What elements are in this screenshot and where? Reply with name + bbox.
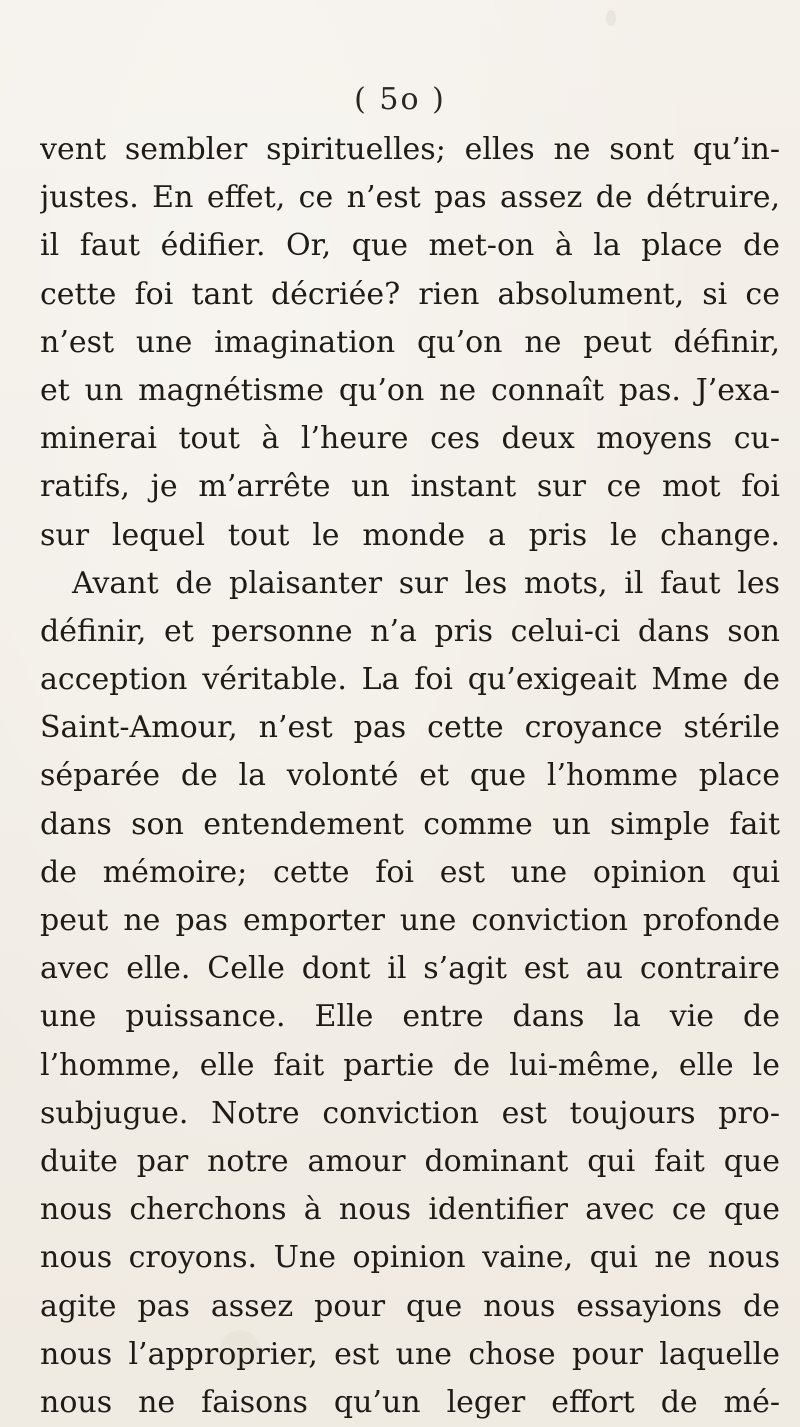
text-line: et un magnétisme qu’on ne connaît pas. J’exa- — [40, 372, 780, 408]
text-line: nous croyons. Une opinion vaine, qui ne nous — [40, 1240, 780, 1276]
text-line: vent sembler spirituelles; elles ne sont qu’in- — [40, 132, 780, 167]
text-line: ratifs, je m’arrête un instant sur ce mot foi — [40, 469, 780, 505]
paper-stain — [606, 10, 616, 26]
text-line: justes. En effet, ce n’est pas assez de détruire, — [40, 180, 780, 216]
text-line: minerai tout à l’heure ces deux moyens cu- — [40, 421, 780, 457]
text-line: nous l’approprier, est une chose pour laquelle — [40, 1336, 780, 1372]
text-line: subjugue. Notre conviction est toujours pro- — [40, 1095, 780, 1131]
text-line: duite par notre amour dominant qui fait que — [40, 1143, 780, 1179]
text-line: l’homme, elle fait partie de lui-même, elle le — [40, 1047, 780, 1083]
text-line: séparée de la volonté et que l’homme place — [40, 758, 780, 794]
text-line: agite pas assez pour que nous essayions de — [40, 1288, 780, 1324]
text-line: nous cherchons à nous identifier avec ce que — [40, 1192, 780, 1228]
text-line: de mémoire; cette foi est une opinion qui — [40, 854, 780, 890]
text-line: nous ne faisons qu’un leger effort de mé- — [40, 1384, 780, 1420]
paragraph-start-line: Avant de plaisanter sur les mots, il faut les — [72, 565, 780, 601]
text-line: dans son entendement comme un simple fait — [40, 806, 780, 842]
text-line: cette foi tant décriée? rien absolument, si ce — [40, 276, 780, 312]
text-line: sur lequel tout le monde a pris le change. — [40, 517, 780, 553]
body-text — [40, 126, 780, 1427]
text-line: n’est une imagination qu’on ne peut définir, — [40, 324, 780, 360]
text-line: il faut édifier. Or, que met-on à la place de — [40, 228, 780, 264]
text-line: définir, et personne n’a pris celui-ci dans son — [40, 613, 780, 649]
text-line: acception véritable. La foi qu’exigeait Mme de — [40, 662, 780, 698]
text-line: peut ne pas emporter une conviction profonde — [40, 903, 780, 938]
text-line: une puissance. Elle entre dans la vie de — [40, 999, 780, 1035]
page-number: ( 5o ) — [354, 82, 446, 117]
text-line: avec elle. Celle dont il s’agit est au contraire — [40, 951, 780, 987]
text-line: Saint-Amour, n’est pas cette croyance stérile — [40, 710, 780, 746]
